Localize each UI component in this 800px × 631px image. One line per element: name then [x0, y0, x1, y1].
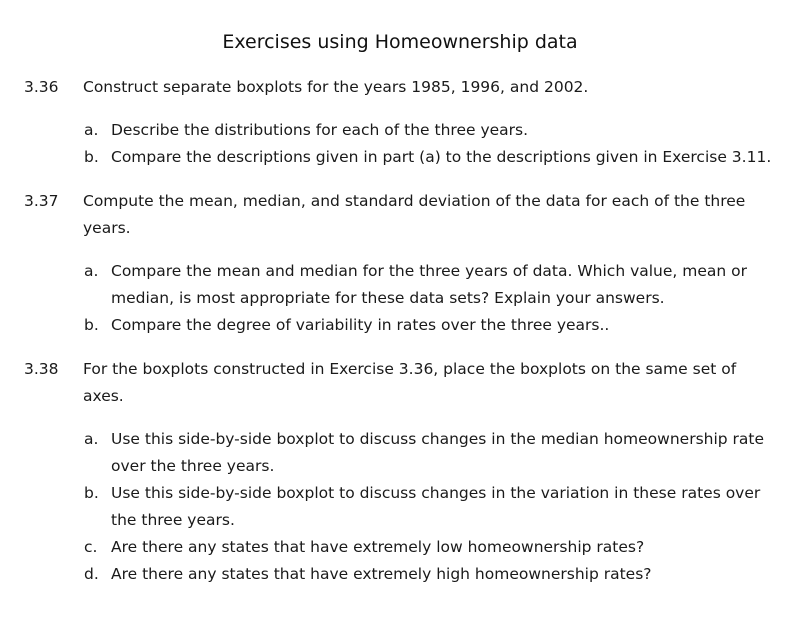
exercise-number: 3.36 — [24, 78, 59, 96]
exercise-prompt: Compute the mean, median, and standard deviation of the data for each of the three years. — [83, 192, 746, 237]
part-text: Are there any states that have extremely low homeownership rates? — [111, 538, 645, 556]
list-item — [0, 426, 800, 480]
exercise-prompt: Construct separate boxplots for the years 1985, 1996, and 2002. — [83, 78, 589, 96]
part-text: Use this side-by-side boxplot to discuss changes in the variation in these rates over the three years. — [111, 484, 761, 529]
part-letter: b. — [84, 316, 99, 334]
exercise-3-37-parts — [0, 258, 800, 339]
part-letter: b. — [84, 148, 99, 166]
list-item — [0, 534, 800, 561]
part-letter: c. — [84, 538, 98, 556]
exercise-number: 3.38 — [24, 360, 59, 378]
part-text: Compare the descriptions given in part (a) to the descriptions given in Exercise 3.11. — [111, 148, 772, 166]
list-item — [0, 117, 800, 144]
exercise-3-36-parts — [0, 117, 800, 171]
part-letter: a. — [84, 121, 99, 139]
part-text: Describe the distributions for each of the three years. — [111, 121, 529, 139]
list-item — [0, 480, 800, 534]
part-text: Use this side-by-side boxplot to discuss changes in the median homeownership rate over the three years. — [111, 430, 765, 475]
exercise-3-38-parts — [0, 426, 800, 588]
part-text: Compare the mean and median for the three years of data. Which value, mean or median, is most appropriate for these data sets? Explain your answers. — [111, 262, 748, 307]
part-letter: b. — [84, 484, 99, 502]
page-title: Exercises using Homeownership data — [222, 31, 578, 53]
list-item — [0, 561, 800, 588]
list-item — [0, 258, 800, 312]
exercise-prompt: For the boxplots constructed in Exercise 3.36, place the boxplots on the same set of axes. — [83, 360, 737, 405]
part-text: Are there any states that have extremely high homeownership rates? — [111, 565, 652, 583]
part-letter: a. — [84, 262, 99, 280]
exercise-number: 3.37 — [24, 192, 59, 210]
list-item — [0, 312, 800, 339]
part-letter: d. — [84, 565, 99, 583]
list-item — [0, 144, 800, 171]
part-letter: a. — [84, 430, 99, 448]
part-text: Compare the degree of variability in rates over the three years.. — [111, 316, 610, 334]
